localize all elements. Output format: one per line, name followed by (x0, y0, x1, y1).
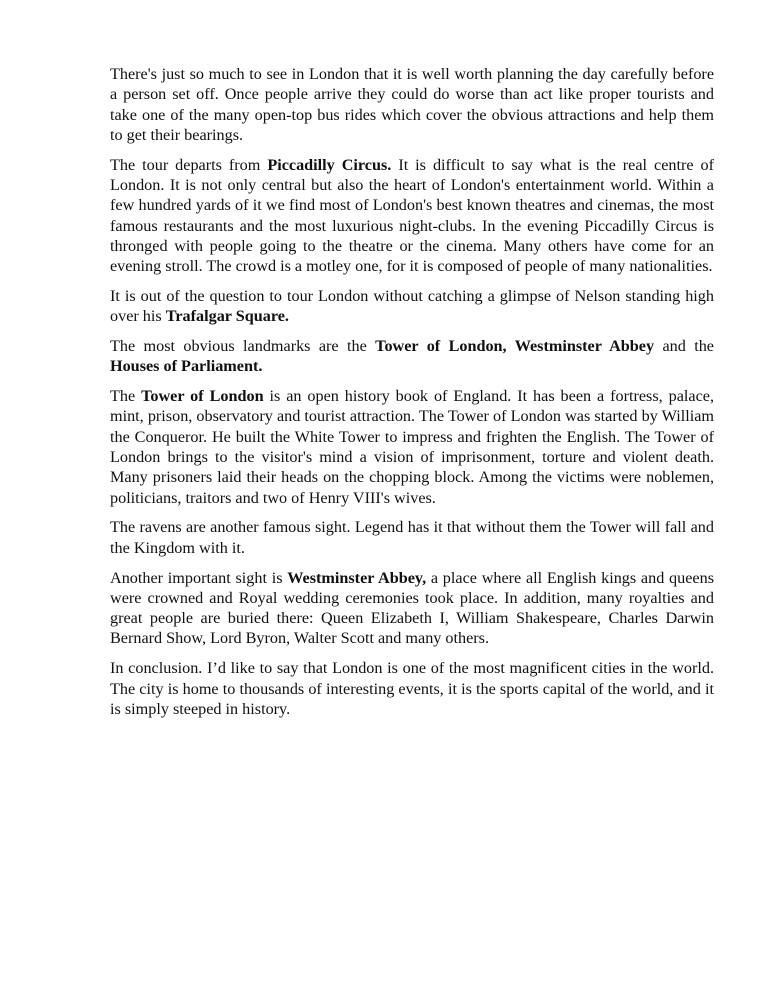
paragraph-piccadilly-text-rest: It is difficult to say what is the real centre of London. It is not only central but also the heart of London's entertainment world. Within a few hundred yards of it we find most of London's best known theatres and cinemas, the most famous restaurants and the most luxurious night-clubs. In the evening Piccadilly Circus is thronged with people going to the theatre or the cinema. Many others have come for an evening stroll. The crowd is a motley one, for it is composed of people of many nationalities. (110, 155, 715, 276)
tower-abbey-bold: Tower of London, Westminster Abbey (375, 337, 655, 356)
paragraph-trafalgar (110, 286, 714, 327)
paragraph-intro-text: There's just so much to see in London that it is well worth planning the day carefully before a person set off. Once people arrive they could do worse than act like proper tourists and take one of the many open-top bus rides which cover the obvious attractions and help them to get their bearings. (110, 65, 714, 144)
paragraph-abbey-text-rest: a place where all English kings and queens were crowned and Royal wedding ceremonies took place. In addition, many royalties and great people are buried there: Queen Elizabeth I, William Shakespeare, Charles Darwin Bernard Show, Lord Byron, Walter Scott and many others. (110, 568, 715, 648)
paragraph-tower (110, 386, 714, 508)
paragraph-abbey-text-start: Another important sight is (110, 568, 288, 587)
paragraph-intro (110, 64, 714, 145)
paragraph-landmarks-text-start: The most obvious landmarks are the (110, 337, 376, 356)
paragraph-ravens (110, 517, 714, 558)
paragraph-piccadilly (110, 155, 714, 277)
paragraph-conclusion-text: In conclusion. I’d like to say that London is one of the most magnificent cities in the world. The city is home to thousands of interesting events, it is the sports capital of the world, and it is simply steeped in history. (110, 659, 714, 718)
paragraph-piccadilly-text-start: The tour departs from (110, 155, 268, 174)
paragraph-landmarks (110, 336, 714, 377)
paragraph-ravens-text: The ravens are another famous sight. Legend has it that without them the Tower will fall and the Kingdom with it. (110, 518, 714, 557)
trafalgar-square-bold: Trafalgar Square. (165, 307, 289, 326)
houses-of-parliament-bold: Houses of Parliament. (110, 357, 263, 376)
paragraph-tower-text-start: The (110, 387, 142, 406)
westminster-abbey-bold: Westminster Abbey, (287, 568, 427, 587)
paragraph-abbey (110, 568, 714, 649)
document-page (110, 64, 714, 729)
paragraph-tower-text-rest: is an open history book of England. It has been a fortress, palace, mint, prison, observatory and tourist attraction. The Tower of London was started by William the Conqueror. He built the White Tower to impress and frighten the English. The Tower of London brings to the visitor's mind a vision of imprisonment, torture and violent death. Many prisoners laid their heads on the chopping block. Among the victims were noblemen, politicians, traitors and two of Henry VIII's wives. (110, 387, 714, 507)
piccadilly-circus-bold: Piccadilly Circus. (267, 155, 392, 174)
paragraph-landmarks-text-mid: and the (654, 337, 714, 356)
tower-of-london-bold: Tower of London (141, 387, 264, 406)
paragraph-trafalgar-text: It is out of the question to tour London without catching a glimpse of Nelson standing high over his (110, 286, 714, 326)
paragraph-conclusion (110, 658, 714, 719)
